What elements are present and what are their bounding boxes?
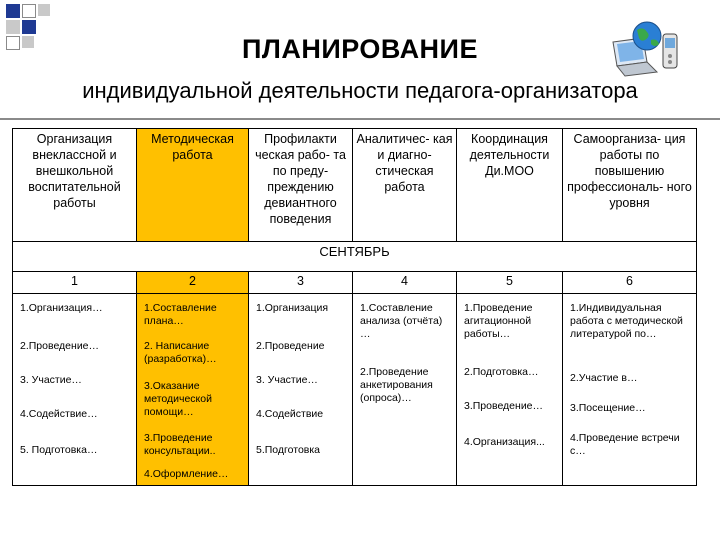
header-cell: Самоорганиза- ция работы по повышению профессиональ- ного уровня xyxy=(563,129,697,242)
column-number: 6 xyxy=(563,272,697,294)
list-item: 2.Подготовка… xyxy=(464,366,539,379)
list-item: 3. Участие… xyxy=(20,374,82,387)
list-item: 4.Проведение встречи с… xyxy=(570,432,680,458)
month-row: СЕНТЯБРЬ xyxy=(13,242,697,272)
list-item: 4.Оформление… xyxy=(144,468,229,481)
list-item: 4.Содействие xyxy=(256,408,324,421)
list-item: 1.Индивидуальная работа с методической литературой по… xyxy=(570,302,683,341)
column-number: 3 xyxy=(249,272,353,294)
column-number: 4 xyxy=(353,272,457,294)
column-6-cell xyxy=(563,294,697,486)
list-item: 3. Участие… xyxy=(256,374,318,387)
list-item: 2.Проведение… xyxy=(20,340,100,353)
divider xyxy=(0,118,720,120)
column-number: 1 xyxy=(13,272,137,294)
column-number: 5 xyxy=(457,272,563,294)
header-cell: Организация внеклассной и внешкольной воспитательной работы xyxy=(13,129,137,242)
list-item: 1.Проведение агитационной работы… xyxy=(464,302,533,341)
column-3-cell xyxy=(249,294,353,486)
list-item: 3.Проведение… xyxy=(464,400,544,413)
list-item: 1.Организация… xyxy=(20,302,103,315)
list-item: 5.Подготовка xyxy=(256,444,321,457)
header-cell: Координация деятельности Ди.МОО xyxy=(457,129,563,242)
list-item: 1.Составление анализа (отчёта) … xyxy=(360,302,443,341)
page-subtitle: индивидуальной деятельности педагога-организатора xyxy=(82,78,638,103)
list-item: 3.Оказание методической помощи… xyxy=(144,380,212,419)
list-item: 1.Организация xyxy=(256,302,329,315)
column-number: 2 xyxy=(137,272,249,294)
column-2-cell xyxy=(137,294,249,486)
column-4-cell xyxy=(353,294,457,486)
column-5-cell xyxy=(457,294,563,486)
list-item: 3.Проведение консультации.. xyxy=(144,432,216,458)
list-item: 2.Проведение анкетирования (опроса)… xyxy=(360,366,433,405)
list-item: 3.Посещение… xyxy=(570,402,646,415)
column-1-cell xyxy=(13,294,137,486)
list-item: 1.Составление плана… xyxy=(144,302,217,328)
list-item: 4.Содействие… xyxy=(20,408,98,421)
list-item: 2.Участие в… xyxy=(570,372,638,385)
list-item: 4.Организация... xyxy=(464,436,545,449)
header-cell: Методическая работа xyxy=(137,129,249,242)
list-item: 2. Написание (разработка)… xyxy=(144,340,217,366)
planning-table xyxy=(12,128,697,486)
header-cell: Профилакти ческая рабо- та по преду- преждению девиантного поведения xyxy=(249,129,353,242)
page-title: ПЛАНИРОВАНИЕ xyxy=(242,34,478,64)
header-cell: Аналитичес- кая и диагно- стическая работа xyxy=(353,129,457,242)
list-item: 5. Подготовка… xyxy=(20,444,98,457)
list-item: 2.Проведение xyxy=(256,340,325,353)
